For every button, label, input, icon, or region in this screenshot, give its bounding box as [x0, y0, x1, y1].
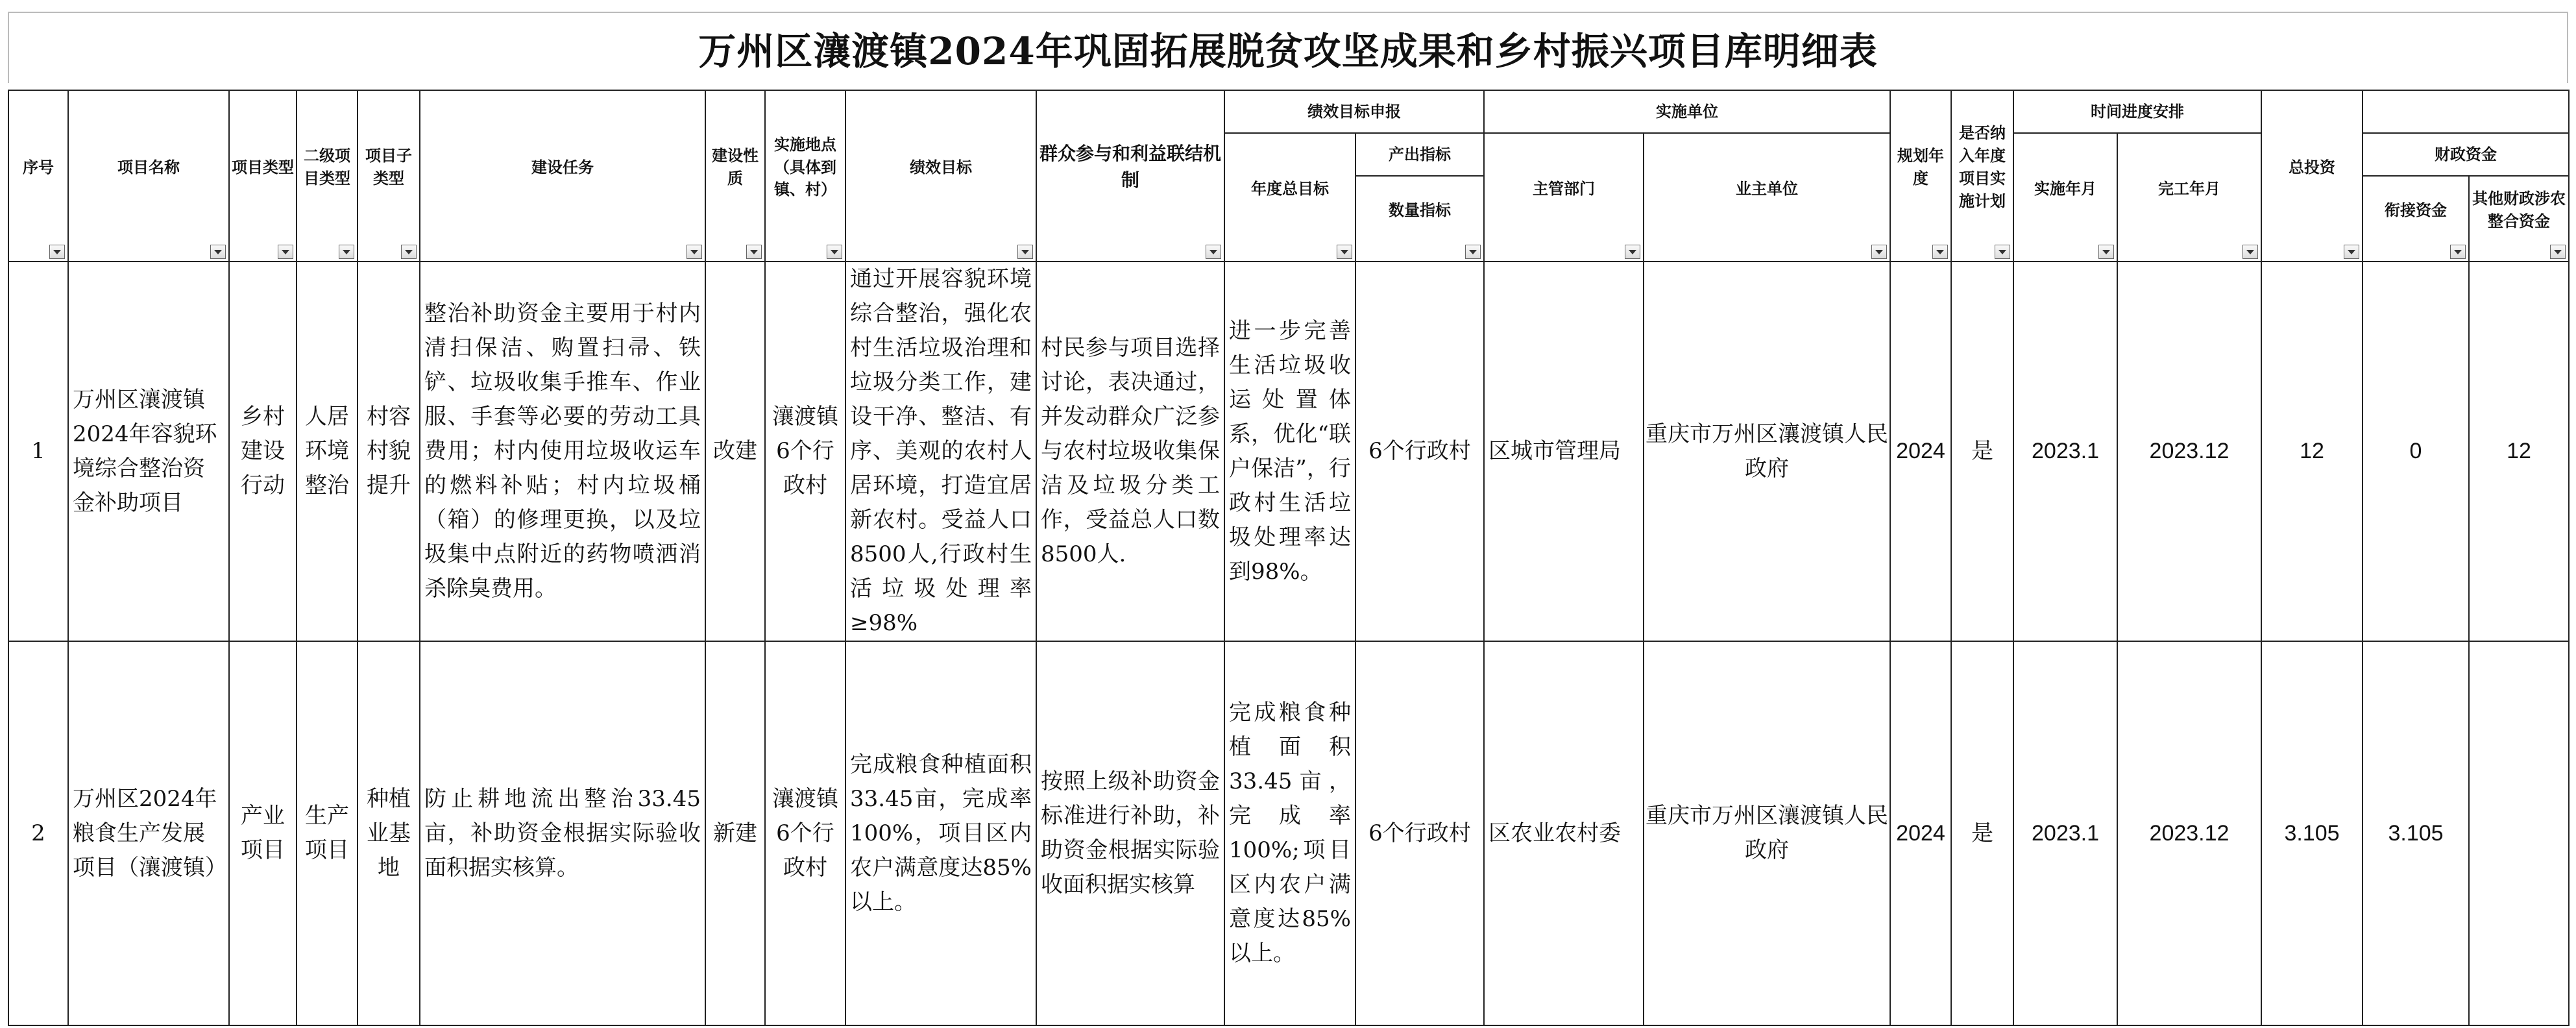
header-task: 建设任务 — [420, 90, 705, 262]
header-name: 项目名称 — [68, 90, 229, 262]
cell-task: 防止耕地流出整治33.45亩，补助资金根据实际验收面积据实核算。 — [420, 641, 705, 1025]
header-owner: 业主单位 — [1644, 133, 1890, 262]
cell-mechanism: 按照上级补助资金标准进行补助，补助资金根据实际验收面积据实核算 — [1036, 641, 1224, 1025]
header-mechanism: 群众参与和利益联结机制 — [1036, 90, 1224, 262]
filter-dropdown-icon[interactable] — [827, 245, 842, 259]
filter-dropdown-icon[interactable] — [2450, 245, 2466, 259]
cell-name: 万州区2024年粮食生产发展项目（瀼渡镇） — [68, 641, 229, 1025]
cell-location: 瀼渡镇6个行政村 — [765, 262, 845, 641]
cell-type: 乡村建设行动 — [229, 262, 297, 641]
filter-dropdown-icon[interactable] — [278, 245, 293, 259]
header-subtype: 项目子类型 — [358, 90, 420, 262]
header-schedule: 时间进度安排 — [2013, 90, 2261, 133]
cell-owner: 重庆市万州区瀼渡镇人民政府 — [1644, 641, 1890, 1025]
header-annual-goal: 年度总目标 — [1224, 133, 1355, 262]
filter-dropdown-icon[interactable] — [1465, 245, 1481, 259]
cell-type2: 人居环境整治 — [297, 262, 358, 641]
header-other: 其他财政涉农整合资金 — [2469, 176, 2569, 262]
header-end: 完工年月 — [2117, 133, 2261, 262]
header-type2: 二级项目类型 — [297, 90, 358, 262]
cell-subtype: 种植业基地 — [358, 641, 420, 1025]
cell-other: 12 — [2469, 262, 2569, 641]
cell-dept: 区农业农村委 — [1484, 641, 1644, 1025]
filter-dropdown-icon[interactable] — [2242, 245, 2258, 259]
cell-end: 2023.12 — [2117, 641, 2261, 1025]
header-unit-group: 实施单位 — [1484, 90, 1890, 133]
cell-plan-year: 2024 — [1890, 262, 1951, 641]
header-fiscal: 财政资金 — [2363, 133, 2569, 176]
cell-seq: 2 — [8, 641, 68, 1025]
filter-dropdown-icon[interactable] — [1995, 245, 2010, 259]
table-row — [8, 641, 2569, 1025]
filter-dropdown-icon[interactable] — [1337, 245, 1352, 259]
header-performance: 绩效目标 — [845, 90, 1036, 262]
filter-dropdown-icon[interactable] — [1017, 245, 1033, 259]
cell-start: 2023.1 — [2013, 641, 2117, 1025]
cell-total: 12 — [2261, 262, 2363, 641]
cell-in-plan: 是 — [1951, 641, 2013, 1025]
filter-dropdown-icon[interactable] — [1932, 245, 1948, 259]
header-perf-group: 绩效目标申报 — [1224, 90, 1484, 133]
cell-subtype: 村容村貌提升 — [358, 262, 420, 641]
cell-performance: 通过开展容貌环境综合整治，强化农村生活垃圾治理和垃圾分类工作，建设干净、整洁、有序、美观的农村人居环境，打造宜居新农村。受益人口8500人,行政村生活垃圾处理率≥98% — [845, 262, 1036, 641]
cell-type: 产业项目 — [229, 641, 297, 1025]
cell-owner: 重庆市万州区瀼渡镇人民政府 — [1644, 262, 1890, 641]
header-total: 总投资 — [2261, 90, 2363, 262]
header-seq: 序号 — [8, 90, 68, 262]
cell-mechanism: 村民参与项目选择讨论，表决通过，并发动群众广泛参与农村垃圾收集保洁及垃圾分类工作，受益总人口数8500人. — [1036, 262, 1224, 641]
cell-nature: 新建 — [705, 641, 765, 1025]
filter-dropdown-icon[interactable] — [2550, 245, 2566, 259]
cell-end: 2023.12 — [2117, 262, 2261, 641]
cell-nature: 改建 — [705, 262, 765, 641]
cell-total: 3.105 — [2261, 641, 2363, 1025]
header-type: 项目类型 — [229, 90, 297, 262]
filter-dropdown-icon[interactable] — [49, 245, 65, 259]
filter-dropdown-icon[interactable] — [746, 245, 762, 259]
cell-annual-goal: 完成粮食种植面积33.45亩，完成率100%;项目区内农户满意度达85%以上。 — [1224, 641, 1355, 1025]
cell-quantity: 6个行政村 — [1355, 262, 1484, 641]
filter-dropdown-icon[interactable] — [2344, 245, 2359, 259]
cell-start: 2023.1 — [2013, 262, 2117, 641]
cell-type2: 生产项目 — [297, 641, 358, 1025]
header-dept: 主管部门 — [1484, 133, 1644, 262]
cell-location: 瀼渡镇6个行政村 — [765, 641, 845, 1025]
filter-dropdown-icon[interactable] — [1625, 245, 1640, 259]
cell-performance: 完成粮食种植面积33.45亩，完成率100%，项目区内农户满意度达85%以上。 — [845, 641, 1036, 1025]
header-linked: 衔接资金 — [2363, 176, 2469, 262]
cell-plan-year: 2024 — [1890, 641, 1951, 1025]
filter-dropdown-icon[interactable] — [339, 245, 354, 259]
cell-dept: 区城市管理局 — [1484, 262, 1644, 641]
header-location: 实施地点（具体到镇、村） — [765, 90, 845, 262]
header-nature: 建设性质 — [705, 90, 765, 262]
project-table — [8, 90, 2570, 1026]
table-row — [8, 262, 2569, 641]
cell-seq: 1 — [8, 262, 68, 641]
header-in-plan: 是否纳入年度项目实施计划 — [1951, 90, 2013, 262]
cell-other — [2469, 641, 2569, 1025]
cell-quantity: 6个行政村 — [1355, 641, 1484, 1025]
cell-annual-goal: 进一步完善生活垃圾收运处置体系，优化“联户保洁”，行政村生活垃圾处理率达到98%。 — [1224, 262, 1355, 641]
filter-dropdown-icon[interactable] — [401, 245, 417, 259]
cell-linked: 0 — [2363, 262, 2469, 641]
filter-dropdown-icon[interactable] — [1871, 245, 1887, 259]
header-blank — [2363, 90, 2569, 133]
cell-task: 整治补助资金主要用于村内清扫保洁、购置扫帚、铁铲、垃圾收集手推车、作业服、手套等必要的劳动工具费用；村内使用垃圾收运车的燃料补贴；村内垃圾桶（箱）的修理更换，以及垃圾集中点附近的药物喷洒消杀除臭费用。 — [420, 262, 705, 641]
cell-linked: 3.105 — [2363, 641, 2469, 1025]
cell-name: 万州区瀼渡镇2024年容貌环境综合整治资金补助项目 — [68, 262, 229, 641]
cell-in-plan: 是 — [1951, 262, 2013, 641]
sheet-title: 万州区瀼渡镇2024年巩固拓展脱贫攻坚成果和乡村振兴项目库明细表 — [8, 12, 2568, 83]
header-quantity: 数量指标 — [1355, 176, 1484, 262]
filter-dropdown-icon[interactable] — [2098, 245, 2114, 259]
header-output: 产出指标 — [1355, 133, 1484, 176]
filter-dropdown-icon[interactable] — [687, 245, 702, 259]
filter-dropdown-icon[interactable] — [1206, 245, 1221, 259]
filter-dropdown-icon[interactable] — [210, 245, 226, 259]
header-start: 实施年月 — [2013, 133, 2117, 262]
header-plan-year: 规划年度 — [1890, 90, 1951, 262]
